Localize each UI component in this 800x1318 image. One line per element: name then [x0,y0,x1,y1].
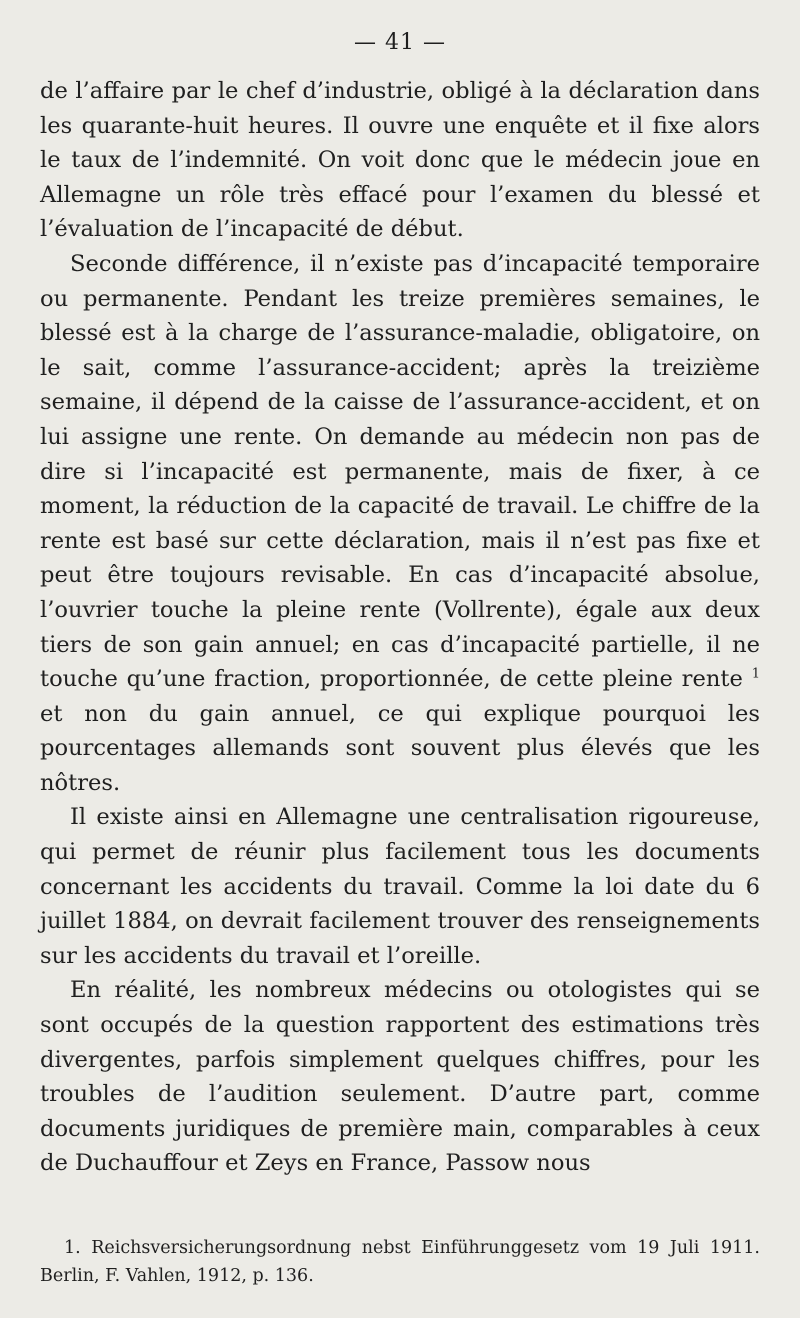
paragraph-2 [40,247,760,801]
paragraph-2-text: Seconde différence, il n’existe pas d’incapacité temporaire ou permanente. Pendant les treize premières semaines, le blessé est à la charge de l’assurance-maladie, obligatoire, on le sait, comme l’assurance-accident; après la treizième semaine, il dépend de la caisse de l’assurance-accident, et on lui assigne une rente. On demande au médecin non pas de dire si l’incapacité est permanente, mais de fixer, à ce moment, la réduction de la capacité de travail. Le chiffre de la rente est basé sur cette déclaration, mais il n’est pas fixe et peut être toujours revisable. En cas d’incapacité absolue, l’ouvrier touche la pleine rente (Vollrente), égale aux deux tiers de son gain annuel; en cas d’incapacité partielle, il ne touche qu’une fraction, proportionnée, de cette pleine rente [40,250,760,693]
body-text [40,74,760,1181]
paragraph-3: Il existe ainsi en Allemagne une centralisation rigoureuse, qui permet de réunir plus facilement tous les documents concernant les accidents du travail. Comme la loi date du 6 juillet 1884, on devrait facilement trouver des renseignements sur les accidents du travail et l’oreille. [40,804,760,969]
footnote-reference: 1 [751,666,760,682]
footnote-number: 1. [64,1238,81,1258]
footnote-text [40,1234,760,1290]
footnote-content: Reichsversicherungsordnung nebst Einführunggesetz vom 19 Juli 1911. Berlin, F. Vahlen, 1912, p. 136. [40,1238,760,1286]
paragraph-2-continuation: et non du gain annuel, ce qui explique pourquoi les pourcentages allemands sont souvent plus élevés que les nôtres. [40,700,760,796]
footnote [40,1234,760,1290]
page-number: — 41 — [354,30,446,55]
paragraph-4: En réalité, les nombreux médecins ou otologistes qui se sont occupés de la question rapportent des estimations très divergentes, parfois simplement quelques chiffres, pour les troubles de l’audition seulement. D’autre part, comme documents juridiques de première main, comparables à ceux de Duchauffour et Zeys en France, Passow nous [40,977,760,1177]
paragraph-1: de l’affaire par le chef d’industrie, obligé à la déclaration dans les quarante-huit heures. Il ouvre une enquête et il fixe alors le taux de l’indemnité. On voit donc que le médecin joue en Allemagne un rôle très effacé pour l’examen du blessé et l’évaluation de l’incapacité de début. [40,78,760,243]
